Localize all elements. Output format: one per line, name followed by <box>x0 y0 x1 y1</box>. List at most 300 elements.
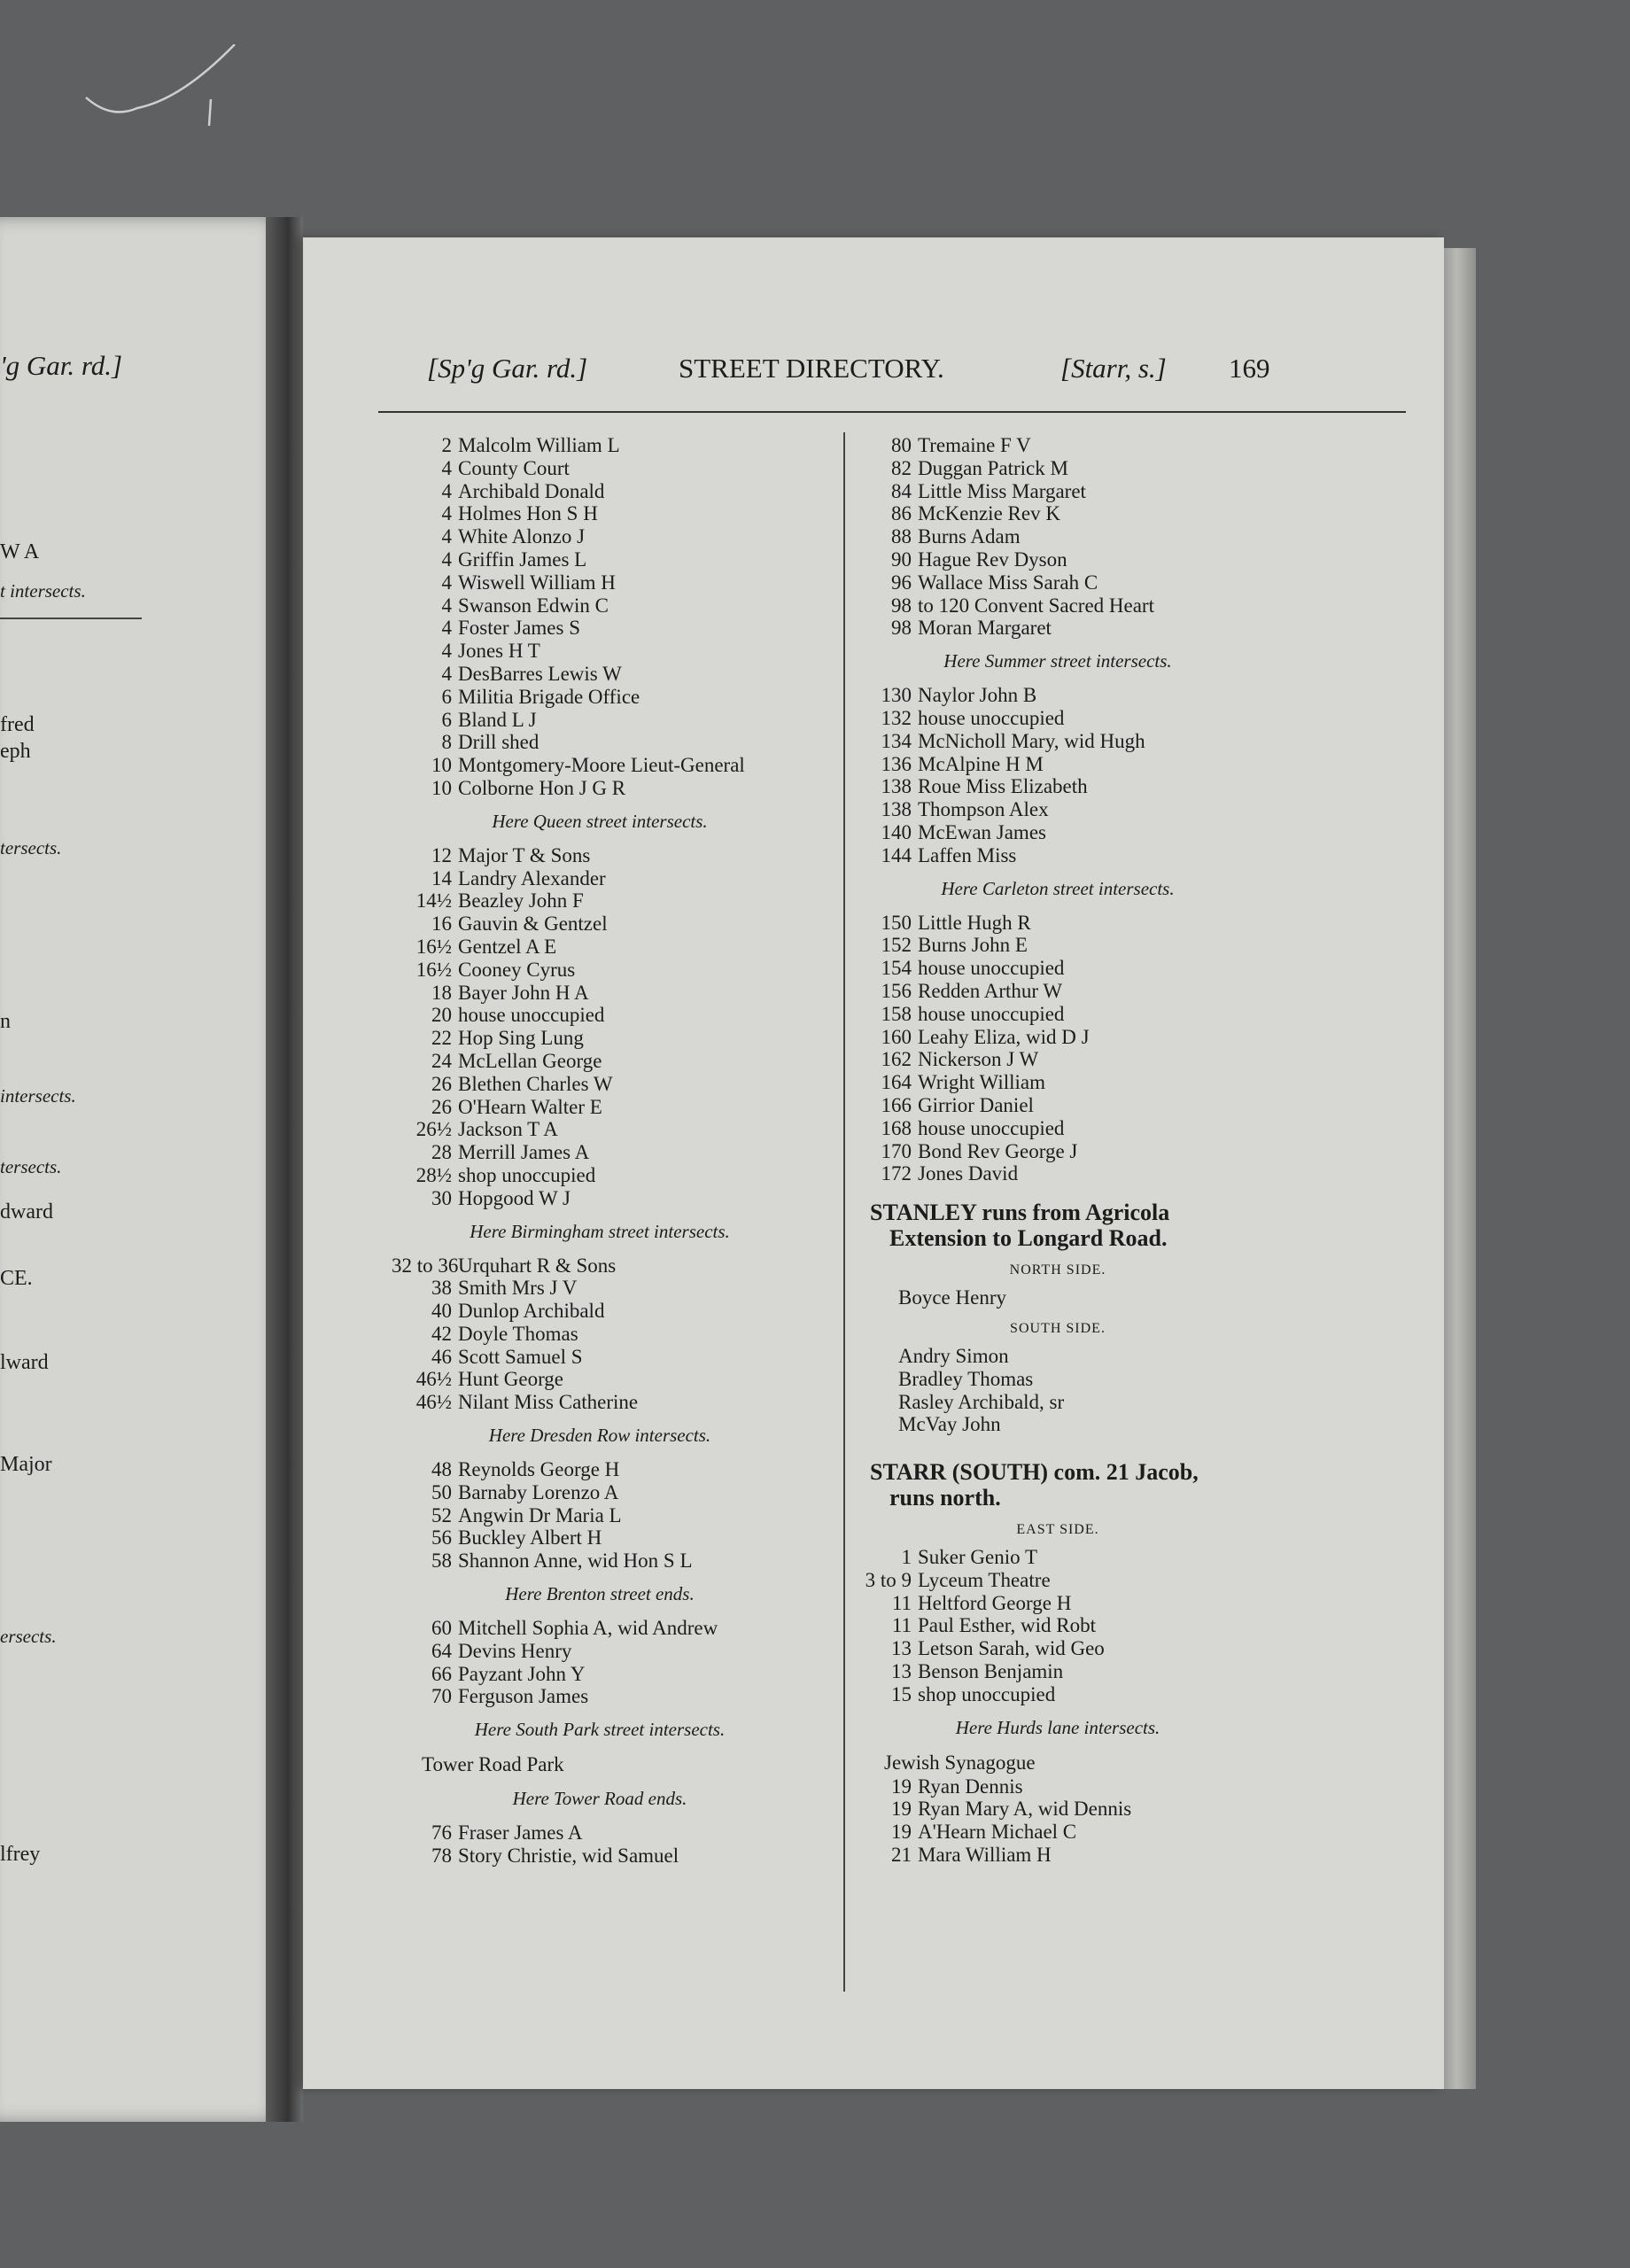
directory-entry <box>392 731 834 754</box>
resident-name: Heltford George H <box>918 1591 1072 1614</box>
resident-name: Reynolds George H <box>458 1458 620 1481</box>
previous-page-fragment: fred <box>0 713 35 736</box>
house-number: 78 <box>431 1845 452 1868</box>
house-number: 144 <box>881 843 912 866</box>
previous-page-fragment: n <box>0 1010 11 1033</box>
directory-entry <box>392 1481 834 1504</box>
directory-entry <box>854 525 1421 548</box>
house-number: 48 <box>431 1458 452 1481</box>
resident-name: Malcolm William L <box>458 434 620 456</box>
house-number: 46 <box>431 1345 452 1368</box>
house-number: 96 <box>891 571 912 594</box>
directory-entry <box>854 753 1421 776</box>
house-number: 160 <box>881 1025 912 1048</box>
resident-name: Tremaine F V <box>918 434 1031 456</box>
house-number: 158 <box>881 1002 912 1025</box>
directory-entry <box>392 1346 834 1369</box>
house-number: 22 <box>431 1027 452 1050</box>
resident-name: DesBarres Lewis W <box>458 662 622 685</box>
resident-name: Mitchell Sophia A, wid Andrew <box>458 1617 718 1640</box>
resident-name: Roue Miss Elizabeth <box>918 775 1088 798</box>
resident-name: Cooney Cyrus <box>458 958 576 981</box>
resident-name: Bayer John H A <box>458 981 589 1004</box>
house-number: 56 <box>431 1526 452 1550</box>
resident-name: Dunlop Archibald <box>458 1300 605 1323</box>
resident-name: Andry Simon <box>898 1344 1009 1367</box>
header-right-range: [Starr, s.] <box>1060 353 1167 384</box>
house-number: 40 <box>431 1300 452 1323</box>
left-column <box>392 434 834 1868</box>
directory-entry <box>854 684 1421 707</box>
starr-street-heading <box>854 1459 1421 1511</box>
house-number: 21 <box>891 1844 912 1867</box>
house-number: 3 to 9 <box>865 1568 912 1591</box>
resident-name: Suker Genio T <box>918 1546 1038 1569</box>
house-number: 20 <box>431 1004 452 1027</box>
resident-name: Bradley Thomas <box>898 1367 1034 1390</box>
directory-entry <box>854 1798 1421 1821</box>
directory-entry <box>854 1546 1421 1569</box>
house-number: 168 <box>881 1116 912 1139</box>
header-left-range: [Sp'g Gar. rd.] <box>427 353 588 384</box>
directory-entry <box>854 957 1421 980</box>
house-number: 28½ <box>415 1163 452 1186</box>
directory-entry <box>392 1504 834 1527</box>
resident-name: Bond Rev George J <box>918 1139 1078 1162</box>
directory-entry <box>392 1096 834 1119</box>
resident-name: house unoccupied <box>458 1004 605 1027</box>
resident-name: house unoccupied <box>918 706 1065 729</box>
resident-name: McEwan James <box>918 820 1046 843</box>
previous-page-fragment: intersects. <box>0 1085 76 1107</box>
resident-name: McAlpine H M <box>918 752 1044 775</box>
resident-name: Foster James S <box>458 617 580 640</box>
directory-entry <box>392 754 834 777</box>
resident-name: Urquhart R & Sons <box>458 1254 617 1277</box>
resident-name: Scott Samuel S <box>458 1345 583 1368</box>
previous-page-edge <box>0 217 283 2122</box>
house-number: 60 <box>431 1617 452 1640</box>
resident-name: Redden Arthur W <box>918 979 1063 1002</box>
previous-page-header: 'g Gar. rd.] <box>0 350 123 381</box>
directory-entry <box>392 1141 834 1164</box>
previous-page-fragment: tersects. <box>0 1156 62 1177</box>
intersection-note: Here Tower Road ends. <box>512 1788 687 1810</box>
house-number: 26 <box>431 1095 452 1118</box>
house-number: 12 <box>431 843 452 866</box>
page-header <box>303 353 1444 397</box>
resident-name: Hop Sing Lung <box>458 1027 584 1050</box>
house-number: 172 <box>881 1162 912 1185</box>
house-number: 162 <box>881 1048 912 1071</box>
directory-entry <box>392 1277 834 1300</box>
resident-name: Letson Sarah, wid Geo <box>918 1637 1105 1660</box>
starr-heading-line1: STARR (SOUTH) com. 21 Jacob, <box>870 1459 1199 1486</box>
resident-name: Little Miss Margaret <box>918 479 1086 502</box>
house-number: 19 <box>891 1821 912 1844</box>
directory-entry <box>854 1614 1421 1637</box>
header-title: STREET DIRECTORY. <box>679 353 944 384</box>
directory-entry <box>392 709 834 732</box>
previous-page-fragment: tersects. <box>0 837 62 858</box>
house-number: 98 <box>891 617 912 640</box>
south-side-label: SOUTH SIDE. <box>1010 1320 1106 1336</box>
directory-entry <box>854 1660 1421 1683</box>
previous-page-fragment: W A <box>0 540 40 563</box>
house-number: 80 <box>891 434 912 456</box>
resident-name: Angwin Dr Maria L <box>458 1503 622 1526</box>
house-number: 76 <box>431 1821 452 1845</box>
house-number: 134 <box>881 729 912 752</box>
house-number: 4 <box>441 548 452 571</box>
directory-entry <box>392 1187 834 1210</box>
house-number: 82 <box>891 456 912 479</box>
resident-name: Mara William H <box>918 1844 1052 1867</box>
directory-entry <box>854 1569 1421 1592</box>
directory-entry <box>854 707 1421 730</box>
intersection-note: Here Carleton street intersects. <box>941 877 1175 899</box>
pen-scratch-mark <box>84 44 244 142</box>
directory-entry <box>854 1683 1421 1706</box>
resident-name: Doyle Thomas <box>458 1322 578 1345</box>
directory-entry <box>392 594 834 617</box>
resident-name: house unoccupied <box>918 1002 1065 1025</box>
directory-entry <box>392 1118 834 1141</box>
resident-name: Drill shed <box>458 731 539 754</box>
resident-name: Laffen Miss <box>918 843 1017 866</box>
house-number: 28 <box>431 1141 452 1164</box>
intersection-note: Here Queen street intersects. <box>492 810 708 832</box>
directory-entry <box>392 1323 834 1346</box>
resident-name: shop unoccupied <box>458 1163 596 1186</box>
directory-entry <box>392 1368 834 1391</box>
house-number: 4 <box>441 479 452 502</box>
directory-entry <box>392 1391 834 1414</box>
house-number: 152 <box>881 934 912 957</box>
east-side-label: EAST SIDE. <box>1016 1522 1099 1538</box>
resident-name: Wallace Miss Sarah C <box>918 571 1098 594</box>
house-number: 4 <box>441 571 452 594</box>
directory-entry <box>854 617 1421 640</box>
resident-name: McKenzie Rev K <box>918 502 1060 525</box>
directory-entry <box>854 912 1421 935</box>
directory-entry <box>392 1640 834 1663</box>
intersection-note: Here South Park street intersects. <box>474 1719 726 1741</box>
directory-page <box>303 237 1444 2089</box>
right-column <box>854 434 1421 1867</box>
resident-name: Ferguson James <box>458 1685 589 1708</box>
directory-entry <box>392 1073 834 1096</box>
resident-name: Landry Alexander <box>458 866 606 889</box>
directory-entry <box>854 1162 1421 1185</box>
starr-heading-line2: runs north. <box>889 1485 1001 1511</box>
directory-entry <box>392 1027 834 1050</box>
house-number: 32 to 36 <box>392 1254 459 1277</box>
column-divider <box>843 432 845 1992</box>
house-number: 24 <box>431 1049 452 1072</box>
directory-entry <box>854 980 1421 1003</box>
house-number: 4 <box>441 525 452 548</box>
house-number: 1 <box>901 1546 912 1569</box>
directory-entry <box>854 1821 1421 1844</box>
previous-page-fragment: lward <box>0 1351 49 1374</box>
house-number: 140 <box>881 820 912 843</box>
house-number: 4 <box>441 640 452 663</box>
directory-entry <box>854 594 1421 617</box>
directory-entry <box>854 1775 1421 1798</box>
resident-name: O'Hearn Walter E <box>458 1095 602 1118</box>
directory-entry <box>854 1637 1421 1660</box>
directory-entry <box>854 480 1421 503</box>
directory-entry <box>392 686 834 709</box>
directory-entry <box>392 571 834 594</box>
resident-name: Shannon Anne, wid Hon S L <box>458 1550 693 1573</box>
house-number: 4 <box>441 456 452 479</box>
directory-entry <box>854 1071 1421 1094</box>
resident-name: Wiswell William H <box>458 571 616 594</box>
previous-page-fragment: dward <box>0 1200 53 1223</box>
resident-name: Benson Benjamin <box>918 1660 1064 1683</box>
resident-name: Bland L J <box>458 708 537 731</box>
directory-entry <box>392 959 834 982</box>
resident-name: Payzant John Y <box>458 1662 586 1685</box>
house-number: 13 <box>891 1660 912 1683</box>
directory-entry <box>854 730 1421 753</box>
landmark-entry: Tower Road Park <box>422 1753 564 1776</box>
house-number: 10 <box>431 754 452 777</box>
directory-entry <box>392 889 834 913</box>
directory-entry <box>392 1617 834 1640</box>
resident-name: Holmes Hon S H <box>458 502 598 525</box>
resident-name: Paul Esther, wid Robt <box>918 1614 1096 1637</box>
house-number: 166 <box>881 1093 912 1116</box>
stanley-street-heading <box>854 1200 1421 1251</box>
resident-name: Nilant Miss Catherine <box>458 1391 639 1414</box>
house-number: 16 <box>431 913 452 936</box>
house-number: 10 <box>431 776 452 799</box>
directory-entry <box>854 798 1421 821</box>
house-number: 15 <box>891 1682 912 1705</box>
resident-name: Leahy Eliza, wid D J <box>918 1025 1090 1048</box>
house-number: 14½ <box>415 889 452 913</box>
resident-name: Gentzel A E <box>458 935 557 958</box>
house-number: 84 <box>891 479 912 502</box>
directory-entry <box>392 1821 834 1845</box>
house-number: 138 <box>881 798 912 821</box>
directory-entry <box>392 844 834 867</box>
stanley-heading-line2: Extension to Longard Road. <box>889 1225 1168 1252</box>
resident-name: Merrill James A <box>458 1141 590 1164</box>
directory-entry <box>392 1685 834 1708</box>
directory-entry <box>392 1164 834 1187</box>
directory-entry <box>854 571 1421 594</box>
resident-name: White Alonzo J <box>458 525 586 548</box>
directory-entry <box>392 548 834 571</box>
house-number: 156 <box>881 979 912 1002</box>
resident-name: Burns Adam <box>918 525 1021 548</box>
north-side-label: NORTH SIDE. <box>1009 1262 1106 1278</box>
directory-entry <box>392 1526 834 1550</box>
house-number: 26½ <box>415 1118 452 1141</box>
directory-entry <box>854 1094 1421 1117</box>
resident-name: Major T & Sons <box>458 843 591 866</box>
house-number: 6 <box>441 708 452 731</box>
resident-name: Jones David <box>918 1162 1019 1185</box>
house-number: 46½ <box>415 1368 452 1391</box>
intersection-note: Here Birmingham street intersects. <box>470 1220 730 1242</box>
page-number: 169 <box>1229 353 1270 384</box>
directory-entry <box>392 663 834 686</box>
resident-name: Thompson Alex <box>918 798 1049 821</box>
resident-name: Barnaby Lorenzo A <box>458 1480 619 1503</box>
resident-name: house unoccupied <box>918 1116 1065 1139</box>
stanley-heading-line1: STANLEY runs from Agricola <box>870 1200 1170 1226</box>
previous-page-fragment: t intersects. <box>0 580 86 602</box>
directory-entry <box>392 936 834 959</box>
previous-page-fragment: CE. <box>0 1267 33 1290</box>
resident-name: Buckley Albert H <box>458 1526 602 1550</box>
directory-entry <box>392 457 834 480</box>
directory-entry <box>854 1592 1421 1615</box>
previous-page-fragment: eph <box>0 740 31 763</box>
house-number: 138 <box>881 775 912 798</box>
directory-entry <box>392 1458 834 1481</box>
resident-name: Rasley Archibald, sr <box>898 1390 1065 1413</box>
resident-name: Militia Brigade Office <box>458 685 640 708</box>
house-number: 26 <box>431 1072 452 1095</box>
house-number: 8 <box>441 731 452 754</box>
resident-name: County Court <box>458 456 570 479</box>
resident-name: Swanson Edwin C <box>458 594 609 617</box>
intersection-note: Here Brenton street ends. <box>505 1583 695 1605</box>
resident-name: Hopgood W J <box>458 1186 570 1209</box>
resident-name: McVay John <box>898 1413 1001 1436</box>
directory-entry <box>854 1048 1421 1071</box>
directory-entry <box>854 457 1421 480</box>
resident-name: Archibald Donald <box>458 479 605 502</box>
directory-entry <box>392 1300 834 1323</box>
house-number: 98 <box>891 594 912 617</box>
resident-name: McLellan George <box>458 1049 602 1072</box>
resident-name: A'Hearn Michael C <box>918 1821 1077 1844</box>
book-page-edge <box>1444 248 1476 2089</box>
house-number: 19 <box>891 1798 912 1821</box>
house-number: 90 <box>891 548 912 571</box>
house-number: 50 <box>431 1480 452 1503</box>
header-rule <box>378 411 1406 413</box>
resident-name: Moran Margaret <box>918 617 1052 640</box>
resident-name: McNicholl Mary, wid Hugh <box>918 729 1145 752</box>
resident-name: Lyceum Theatre <box>918 1568 1051 1591</box>
house-number: 154 <box>881 957 912 980</box>
directory-entry <box>392 502 834 525</box>
previous-page-rule <box>0 617 142 619</box>
house-number: 13 <box>891 1637 912 1660</box>
resident-name: Smith Mrs J V <box>458 1277 578 1300</box>
landmark-entry: Jewish Synagogue <box>884 1751 1036 1774</box>
directory-entry <box>392 913 834 936</box>
house-number: 58 <box>431 1550 452 1573</box>
resident-name: house unoccupied <box>918 957 1065 980</box>
house-number: 11 <box>891 1591 912 1614</box>
resident-name: Colborne Hon J G R <box>458 776 626 799</box>
directory-entry <box>392 1254 834 1278</box>
directory-entry <box>854 502 1421 525</box>
resident-name: Devins Henry <box>458 1639 572 1662</box>
previous-page-fragment: Major <box>0 1453 52 1476</box>
house-number: 46½ <box>415 1391 452 1414</box>
house-number: 4 <box>441 617 452 640</box>
house-number: 136 <box>881 752 912 775</box>
house-number: 70 <box>431 1685 452 1708</box>
directory-entry <box>854 1003 1421 1026</box>
house-number: 42 <box>431 1322 452 1345</box>
house-number: 4 <box>441 502 452 525</box>
house-number: 132 <box>881 706 912 729</box>
house-number: 52 <box>431 1503 452 1526</box>
directory-entry <box>854 934 1421 957</box>
directory-entry <box>392 777 834 800</box>
resident-name: Little Hugh R <box>918 911 1031 934</box>
directory-entry <box>854 434 1421 457</box>
house-number: 38 <box>431 1277 452 1300</box>
previous-page-fragment: ersects. <box>0 1626 57 1647</box>
house-number: 11 <box>891 1614 912 1637</box>
resident-name: Story Christie, wid Samuel <box>458 1845 679 1868</box>
house-number: 130 <box>881 684 912 707</box>
directory-entry <box>854 548 1421 571</box>
resident-name: Ryan Mary A, wid Dennis <box>918 1798 1132 1821</box>
house-number: 88 <box>891 525 912 548</box>
directory-entry <box>392 640 834 663</box>
resident-name: Ryan Dennis <box>918 1775 1023 1798</box>
house-number: 14 <box>431 866 452 889</box>
resident-name: Blethen Charles W <box>458 1072 613 1095</box>
directory-entry <box>392 1663 834 1686</box>
directory-entry <box>392 617 834 640</box>
directory-entry <box>392 982 834 1005</box>
resident-name: Hague Rev Dyson <box>918 548 1067 571</box>
directory-entry <box>854 821 1421 844</box>
directory-entry <box>392 480 834 503</box>
resident-name: Jackson T A <box>458 1118 558 1141</box>
resident-name: Jones H T <box>458 640 540 663</box>
resident-name: Girrior Daniel <box>918 1093 1034 1116</box>
house-number: 30 <box>431 1186 452 1209</box>
intersection-note: Here Hurds lane intersects. <box>955 1716 1160 1738</box>
resident-name: Burns John E <box>918 934 1028 957</box>
directory-entry <box>392 525 834 548</box>
directory-entry <box>392 434 834 457</box>
directory-entry <box>854 1026 1421 1049</box>
house-number: 64 <box>431 1639 452 1662</box>
directory-entry <box>392 1845 834 1868</box>
directory-entry <box>854 775 1421 798</box>
house-number: 4 <box>441 594 452 617</box>
house-number: 150 <box>881 911 912 934</box>
house-number: 2 <box>441 434 452 456</box>
resident-name: Boyce Henry <box>898 1286 1006 1309</box>
directory-entry <box>392 1004 834 1027</box>
house-number: 170 <box>881 1139 912 1162</box>
directory-entry <box>392 1050 834 1073</box>
resident-name: Hunt George <box>458 1368 564 1391</box>
resident-name: shop unoccupied <box>918 1682 1056 1705</box>
house-number: 6 <box>441 685 452 708</box>
house-number: 164 <box>881 1071 912 1094</box>
resident-name: Duggan Patrick M <box>918 456 1068 479</box>
house-number: 19 <box>891 1775 912 1798</box>
